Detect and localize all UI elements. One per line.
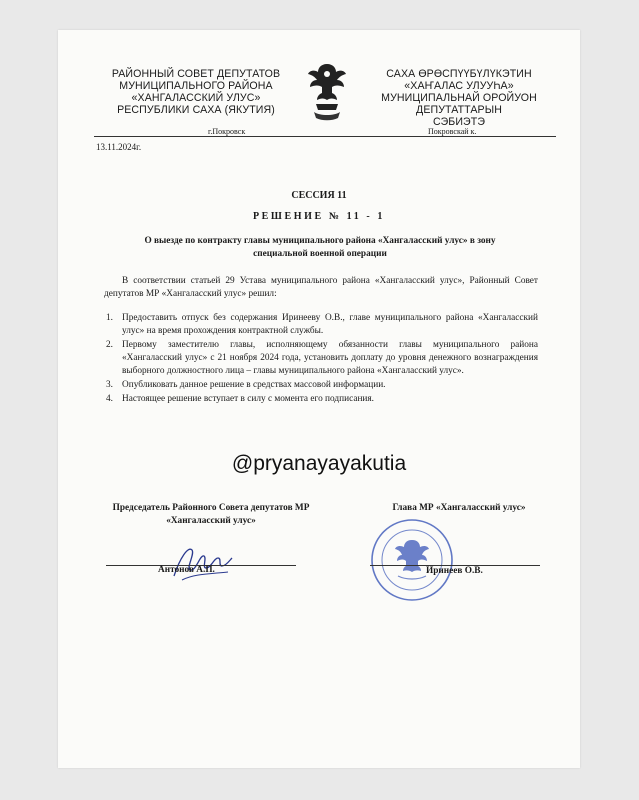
left-signatory-title: Председатель Районного Совета депутатов МР «Хангаласский улус»	[112, 503, 310, 526]
decision-title: РЕШЕНИЕ № 11 - 1	[252, 211, 386, 222]
header-left-line: МУНИЦИПАЛЬНОГО РАЙОНА	[119, 80, 273, 92]
header-right-line: ДЕПУТАТТАРЫН	[416, 104, 502, 116]
item-text: Предоставить отпуск без содержания Иринееву О.В., главе муниципального района «Хангаласский улус» на время прохождения контрактной службы.	[122, 313, 538, 336]
item-text: Первому заместителю главы, исполняющему обязанности главы муниципального района «Хангаласский улус» с 21 ноября 2024 года, установить доплату до уровня денежного вознаграждения выборного должностного лица – главы муниципального района «Хангаласский улус».	[122, 340, 538, 376]
header-left-line: РАЙОННЫЙ СОВЕТ ДЕПУТАТОВ	[111, 68, 281, 80]
city-left: г.Покровск	[208, 127, 246, 136]
header-left-line: «ХАНГАЛАССКИЙ УЛУС»	[131, 92, 261, 104]
watermark-handle: @pryanayayakutia	[231, 452, 407, 475]
item-number: 2.	[106, 340, 113, 350]
official-seal-stamp	[370, 518, 454, 602]
city-right: Покровскай к.	[428, 127, 477, 136]
item-number: 3.	[106, 380, 113, 390]
item-number: 4.	[106, 394, 113, 404]
decision-item	[104, 379, 538, 392]
left-signatory-name: Антонов А.П.	[158, 565, 215, 575]
header-left-line: РЕСПУБЛИКИ САХА (ЯКУТИЯ)	[117, 104, 275, 116]
right-signatory-title: Глава МР «Хангаласский улус»	[392, 503, 526, 513]
decision-item	[104, 339, 538, 378]
handwritten-signature	[168, 528, 238, 588]
coat-of-arms-emblem	[302, 60, 352, 124]
intro-paragraph: В соответствии статьей 29 Устава муниципального района «Хангаласский улус», Районный Совет депутатов МР «Хангаласский улус» решил:	[104, 276, 538, 299]
item-text: Настоящее решение вступает в силу с момента его подписания.	[122, 394, 374, 404]
header-right-line: СЭБИЭТЭ	[432, 116, 486, 128]
item-number: 1.	[106, 313, 113, 323]
session-title: СЕССИЯ 11	[291, 190, 347, 201]
header-right-line: МУНИЦИПАЛЬНАЙ ОРОЙУОН	[381, 92, 537, 104]
decision-item	[104, 393, 538, 406]
header-right	[364, 68, 554, 128]
document-date: 13.11.2024г.	[96, 142, 142, 152]
right-signatory-name: Иринеев О.В.	[426, 566, 483, 576]
item-text: Опубликовать данное решение в средствах массовой информации.	[122, 380, 386, 390]
decision-item	[104, 312, 538, 338]
header-right-line: «ХАҤАЛАС УЛУУҺА»	[404, 80, 514, 92]
decision-subject: О выезде по контракту главы муниципального района «Хангаласский улус» в зону специальной военной операции	[144, 236, 496, 259]
document-page	[58, 30, 580, 768]
header-divider	[94, 136, 556, 137]
decision-items	[104, 312, 538, 407]
header-right-line: САХА ӨРӨСПҮҮБҮЛҮКЭТИН	[386, 68, 532, 80]
header-left	[96, 68, 296, 116]
